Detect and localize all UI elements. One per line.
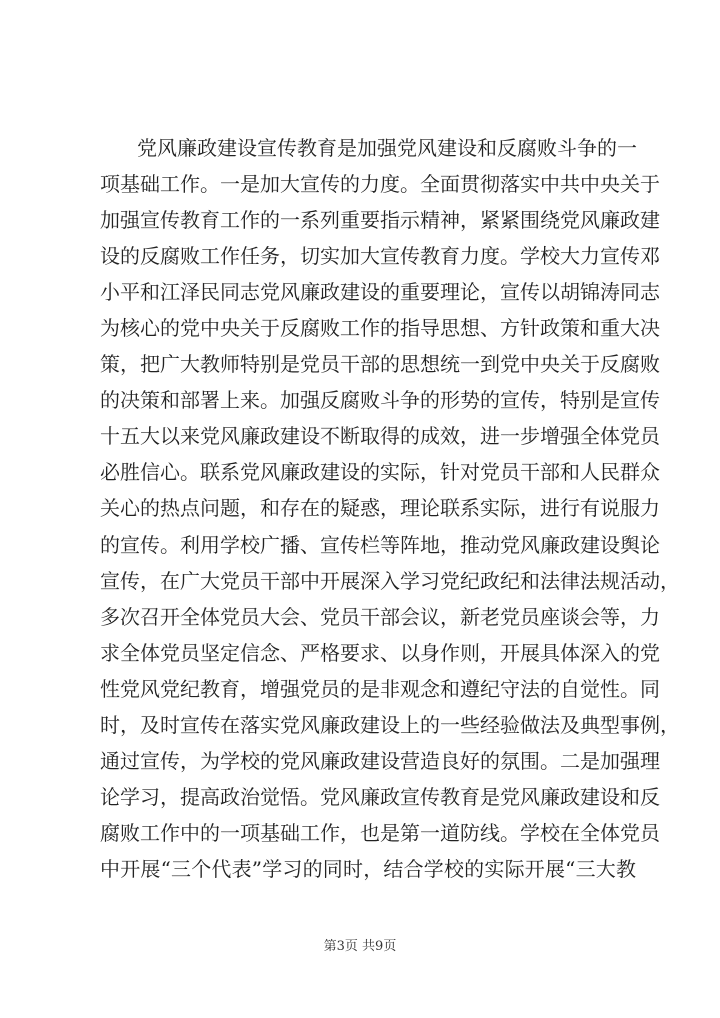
text-line: 项基础工作。一是加大宣传的力度。全面贯彻落实中共中央关于 (100, 172, 660, 197)
text-line: 时，及时宣传在落实党风廉政建设上的一些经验做法及典型事例， (100, 712, 680, 737)
text-line: 十五大以来党风廉政建设不断取得的成效，进一步增强全体党员 (100, 424, 660, 449)
text-line: 的宣传。利用学校广播、宣传栏等阵地，推动党风廉政建设舆论 (100, 532, 660, 557)
text-line: 多次召开全体党员大会、党员干部会议，新老党员座谈会等，力 (100, 604, 660, 629)
text-line: 论学习，提高政治觉悟。党风廉政宣传教育是党风廉政建设和反 (100, 784, 660, 809)
text-line: 加强宣传教育工作的一系列重要指示精神，紧紧围绕党风廉政建 (100, 208, 660, 233)
text-line: 必胜信心。联系党风廉政建设的实际，针对党员干部和人民群众 (100, 460, 660, 485)
page-number-footer: 第3页 共9页 (323, 939, 397, 954)
text-line: 腐败工作中的一项基础工作，也是第一道防线。学校在全体党员 (100, 820, 660, 845)
text-line: 通过宣传，为学校的党风廉政建设营造良好的氛围。二是加强理 (100, 748, 660, 773)
text-line: 设的反腐败工作任务，切实加大宣传教育力度。学校大力宣传邓 (100, 244, 660, 269)
text-line: 的决策和部署上来。加强反腐败斗争的形势的宣传，特别是宣传 (100, 388, 660, 413)
body-paragraph (100, 133, 680, 890)
text-line: 求全体党员坚定信念、严格要求、以身作则，开展具体深入的党 (100, 640, 660, 665)
text-line: 中开展“三个代表”学习的同时，结合学校的实际开展“三大教 (100, 856, 636, 881)
text-line: 党风廉政建设宣传教育是加强党风建设和反腐败斗争的一 (137, 136, 637, 160)
text-line: 为核心的党中央关于反腐败工作的指导思想、方针政策和重大决 (100, 316, 660, 341)
text-line: 关心的热点问题，和存在的疑惑，理论联系实际，进行有说服力 (100, 496, 660, 521)
text-line: 宣传，在广大党员干部中开展深入学习党纪政纪和法律法规活动， (100, 568, 680, 593)
text-line: 小平和江泽民同志党风廉政建设的重要理论，宣传以胡锦涛同志 (100, 280, 660, 305)
text-line: 策，把广大教师特别是党员干部的思想统一到党中央关于反腐败 (100, 352, 660, 377)
text-line: 性党风党纪教育，增强党员的是非观念和遵纪守法的自觉性。同 (100, 676, 660, 701)
